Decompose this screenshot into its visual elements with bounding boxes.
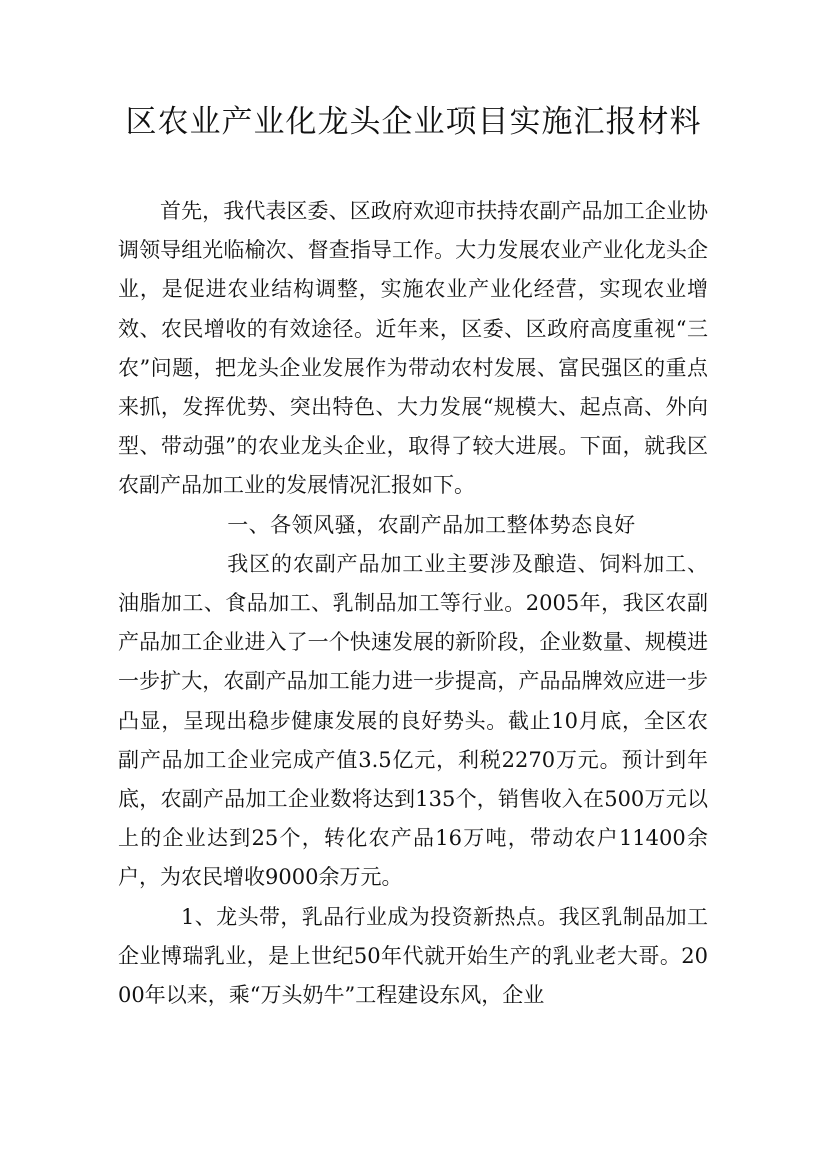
- subsection-1-paragraph: 1、龙头带，乳品行业成为投资新热点。我区乳制品加工企业博瑞乳业，是上世纪50年代就开始生产的乳业老大哥。2000年以来，乘“万头奶牛”工程建设东风，企业: [118, 904, 708, 1008]
- document-title: 区农业产业化龙头企业项目实施汇报材料: [125, 104, 702, 140]
- section-1-heading: 一、各领风骚，农副产品加工整体势态良好: [227, 512, 636, 537]
- intro-paragraph: 首先，我代表区委、区政府欢迎市扶持农副产品加工企业协调领导组光临榆次、督查指导工作。大力发展农业产业化龙头企业，是促进农业结构调整，实施农业产业化经营，实现农业增效、农民增收的有效途径。近年来，区委、区政府高度重视“三农”问题，把龙头企业发展作为带动农村发展、富民强区的重点来抓，发挥优势、突出特色、大力发展“规模大、起点高、外向型、带动强”的农业龙头企业，取得了较大进展。下面，就我区农副产品加工业的发展情况汇报如下。: [118, 199, 708, 498]
- document-body: [118, 192, 708, 1015]
- section-1-paragraph: 我区的农副产品加工业主要涉及酿造、饲料加工、油脂加工、食品加工、乳制品加工等行业。2005年，我区农副产品加工企业进入了一个快速发展的新阶段，企业数量、规模进一步扩大，农副产品加工能力进一步提高，产品品牌效应进一步凸显，呈现出稳步健康发展的良好势头。截止10月底，全区农副产品加工企业完成产值3.5亿元，利税2270万元。预计到年底，农副产品加工企业数将达到135个，销售收入在500万元以上的企业达到25个，转化农产品16万吨，带动农户11400余户，为农民增收9000余万元。: [118, 551, 708, 890]
